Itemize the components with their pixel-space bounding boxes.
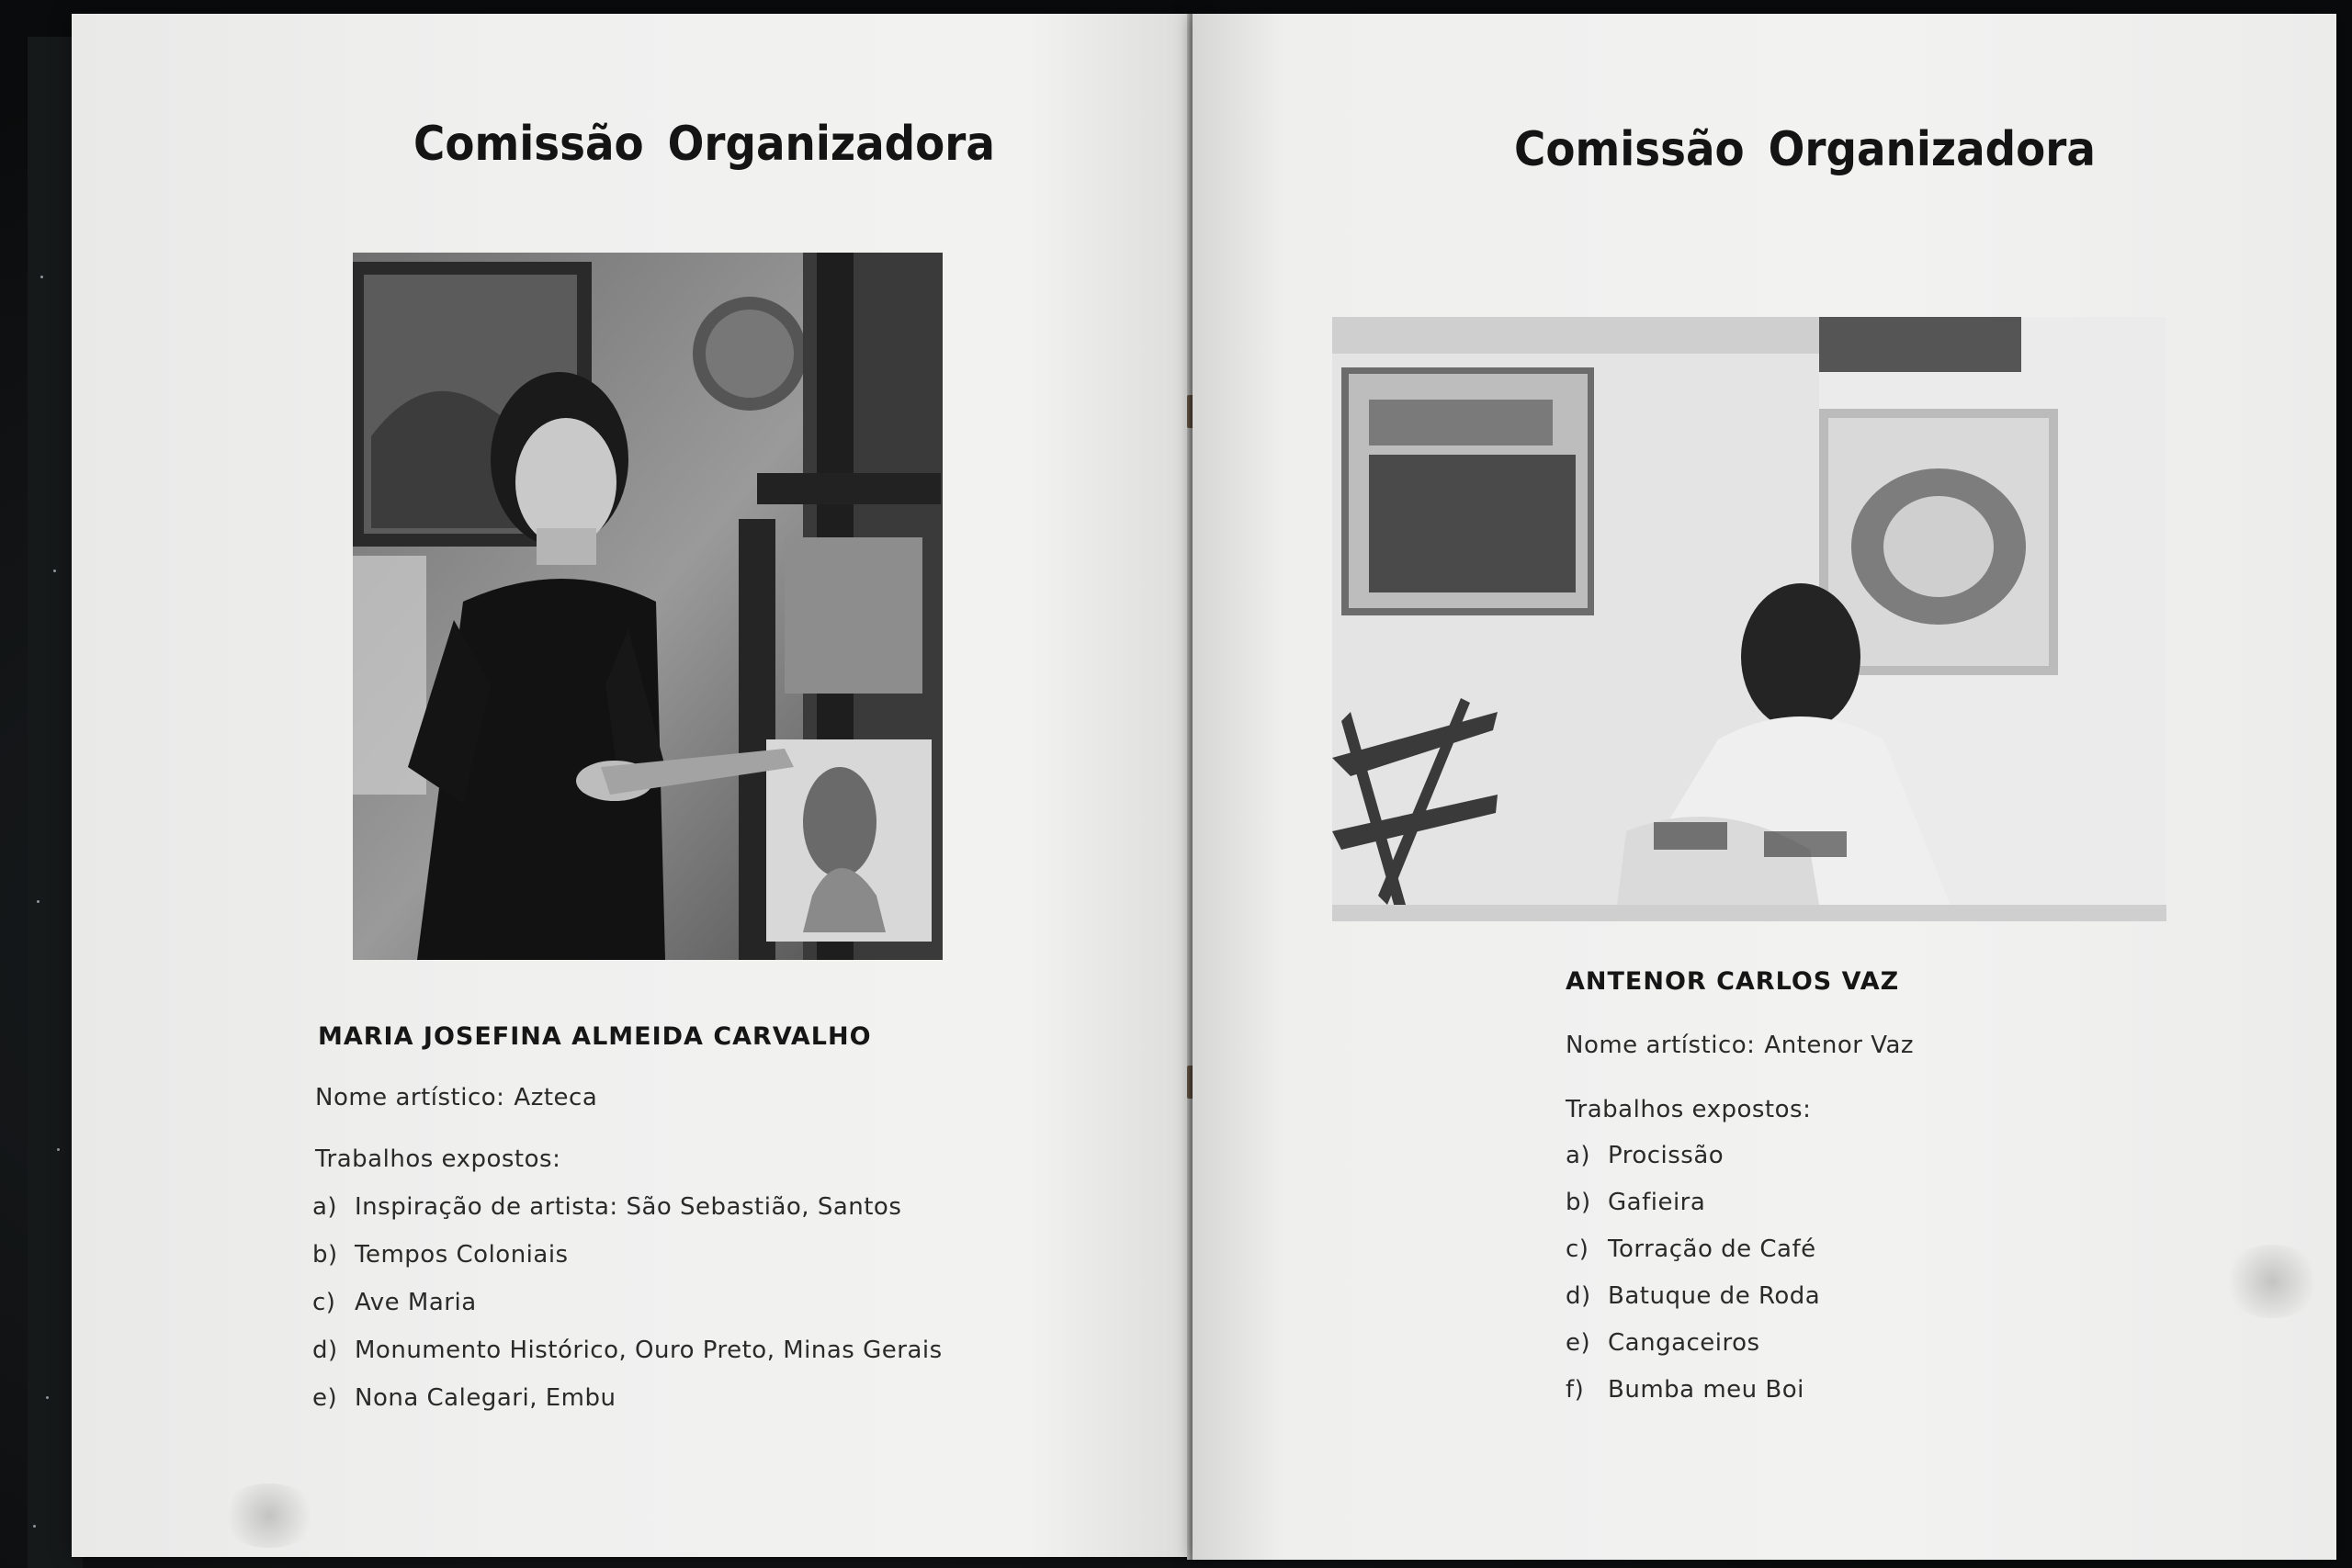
page-smudge — [2222, 1245, 2323, 1318]
list-item: d) Monumento Histórico, Ouro Preto, Minas Gerais — [312, 1337, 943, 1364]
list-item: c) Torração de Café — [1566, 1235, 1816, 1263]
list-item: c) Ave Maria — [312, 1289, 477, 1316]
left-works-list — [312, 1193, 943, 1432]
artistic-name-value: Antenor Vaz — [1764, 1032, 1915, 1059]
cover-speck — [33, 1525, 36, 1528]
artistic-name-value: Azteca — [514, 1084, 598, 1111]
list-item: e) Nona Calegari, Embu — [312, 1384, 616, 1412]
man-with-paintings-photo — [1332, 317, 2166, 921]
left-artistic-name — [315, 1084, 597, 1111]
cover-speck — [53, 570, 56, 572]
right-artist-name: ANTENOR CARLOS VAZ — [1566, 967, 1900, 996]
list-item: e) Cangaceiros — [1566, 1329, 1760, 1357]
list-item: b) Tempos Coloniais — [312, 1241, 569, 1269]
right-works-label: Trabalhos expostos: — [1566, 1096, 1812, 1123]
artistic-name-label: Nome artístico: — [1566, 1032, 1756, 1059]
cover-speck — [37, 900, 40, 903]
list-item: a) Inspiração de artista: São Sebastião, Santos — [312, 1193, 902, 1221]
cover-speck — [46, 1396, 49, 1399]
left-artist-photo — [353, 253, 943, 960]
cover-speck — [40, 276, 43, 278]
left-artist-name: MARIA JOSEFINA ALMEIDA CARVALHO — [318, 1022, 872, 1051]
left-works-label: Trabalhos expostos: — [315, 1145, 561, 1173]
woman-at-easel-photo — [353, 253, 943, 960]
artistic-name-label: Nome artístico: — [315, 1084, 505, 1111]
left-page-title: Comissão Organizadora — [413, 117, 995, 172]
list-item: a) Procissão — [1566, 1142, 1724, 1169]
right-page-title: Comissão Organizadora — [1514, 122, 2096, 177]
list-item: d) Batuque de Roda — [1566, 1282, 1821, 1310]
right-artist-photo — [1332, 317, 2166, 921]
right-works-list — [1566, 1142, 1820, 1423]
left-page — [72, 14, 1194, 1557]
right-artistic-name — [1566, 1032, 1914, 1059]
list-item: b) Gafieira — [1566, 1189, 1706, 1216]
right-page — [1193, 14, 2336, 1560]
page-smudge — [219, 1483, 320, 1548]
cover-speck — [57, 1148, 60, 1151]
list-item: f) Bumba meu Boi — [1566, 1376, 1804, 1404]
